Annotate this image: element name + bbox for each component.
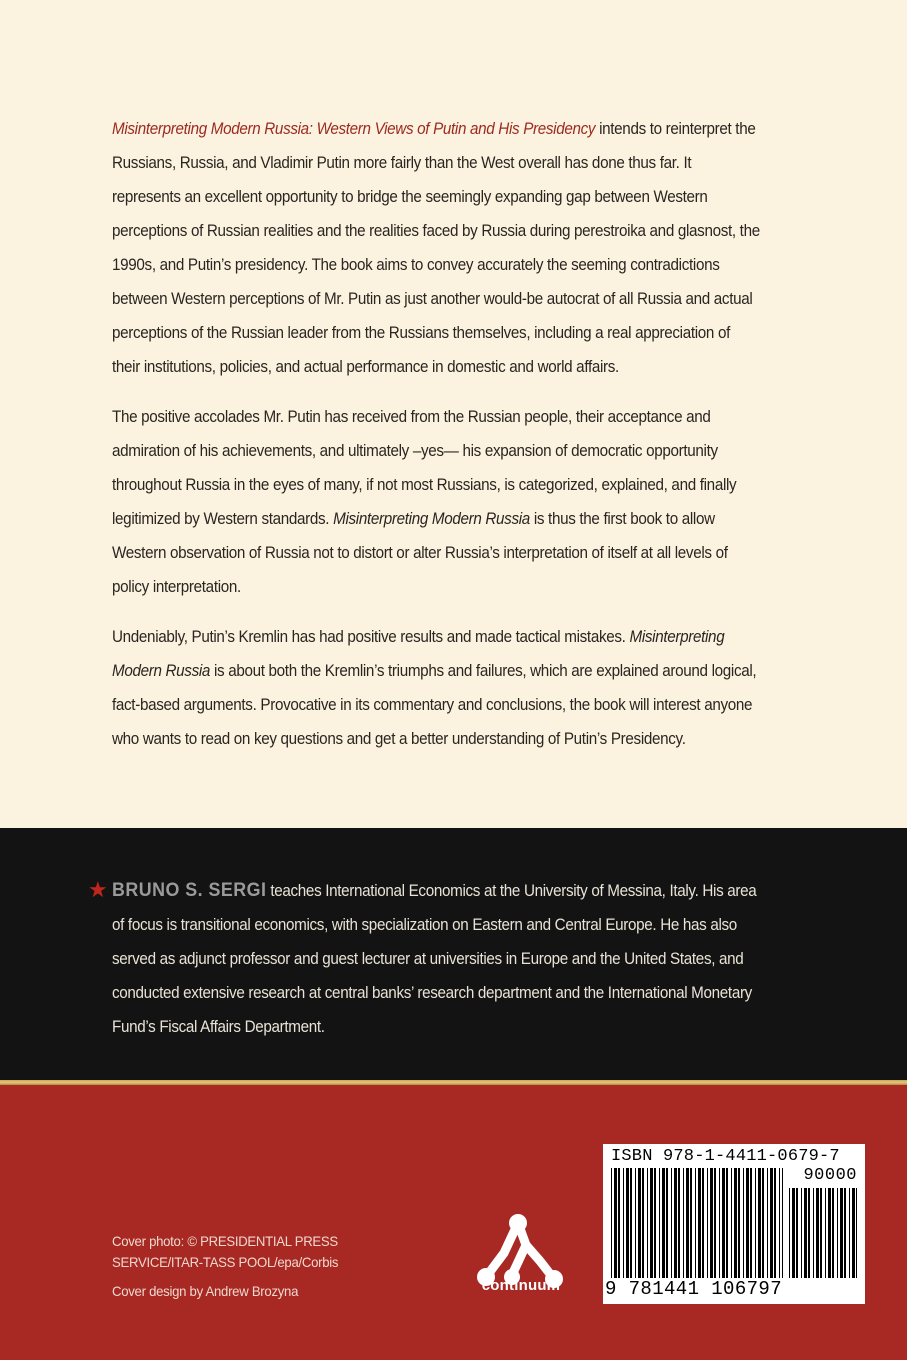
photo-credit-line-2: SERVICE/ITAR-TASS POOL/epa/Corbis	[112, 1254, 339, 1270]
isbn-number: ISBN 978-1-4411-0679-7	[611, 1147, 840, 1166]
author-bio-panel	[0, 828, 907, 1080]
paragraph-2-text-b: is thus the first book to allow Western observation of Russia not to distort or alter Russia’s interpretation of itself at all levels of policy interpretation.	[112, 510, 728, 596]
addon-bars	[789, 1188, 859, 1278]
author-bio	[112, 874, 770, 1044]
ean-digits: 9 781441 106797	[605, 1278, 783, 1300]
paragraph-3-text-a: Undeniably, Putin’s Kremlin has had positive results and made tactical mistakes.	[112, 628, 630, 646]
photo-credit-line-1: Cover photo: © PRESIDENTIAL PRESS	[112, 1233, 338, 1249]
price-code: 90000	[803, 1166, 857, 1185]
ean-bars	[611, 1168, 783, 1278]
author-name: BRUNO S. SERGI	[112, 880, 267, 901]
description-paragraph-1	[112, 112, 761, 384]
publisher-name: continuum	[481, 1277, 561, 1294]
bottom-panel	[0, 1085, 907, 1360]
book-title: Misinterpreting Modern Russia: Western Views of Putin and His Presidency	[112, 120, 596, 138]
book-description	[112, 112, 761, 772]
paragraph-3-text-b: is about both the Kremlin’s triumphs and failures, which are explained around logical, fact-based arguments. Provocative in its commentary and conclusions, the book will interest anyone who wants to read on key questions and get a better understanding of Putin’s Presidency.	[112, 662, 757, 748]
cover-credits	[112, 1231, 356, 1302]
isbn-barcode	[603, 1144, 865, 1304]
paragraph-1-text: intends to reinterpret the Russians, Russia, and Vladimir Putin more fairly than the West overall has done thus far. It represents an excellent opportunity to bridge the seemingly expanding gap between Western perceptions of Russian realities and the realities faced by Russia during perestroika and glasnost, the 1990s, and Putin’s presidency. The book aims to convey accurately the seeming contradictions between Western perceptions of Mr. Putin as just another would-be autocrat of all Russia and actual perceptions of the Russian leader from the Russians themselves, including a real appreciation of their institutions, policies, and actual performance in domestic and world affairs.	[112, 120, 760, 376]
paragraph-3-title: Misinterpreting Modern Russia	[112, 628, 725, 680]
paragraph-2-title: Misinterpreting Modern Russia	[333, 510, 530, 528]
author-bio-text: teaches International Economics at the University of Messina, Italy. His area of focus is transitional economics, with specialization on Eastern and Central Europe. He has also served as adjunct professor and guest lecturer at universities in Europe and the United States, and conducted extensive research at central banks’ research department and the International Monetary Fund’s Fiscal Affairs Department.	[112, 882, 757, 1036]
star-icon: ★	[88, 877, 108, 902]
description-paragraph-2	[112, 400, 761, 604]
design-credit: Cover design by Andrew Brozyna	[112, 1283, 299, 1299]
description-paragraph-3	[112, 620, 761, 756]
paragraph-2-text-a: The positive accolades Mr. Putin has received from the Russian people, their acceptance and admiration of his achievements, and ultimately –yes— his expansion of democratic opportunity throughout Russia in the eyes of many, if not most Russians, is categorized, explained, and finally legitimized by Western standards.	[112, 408, 737, 528]
